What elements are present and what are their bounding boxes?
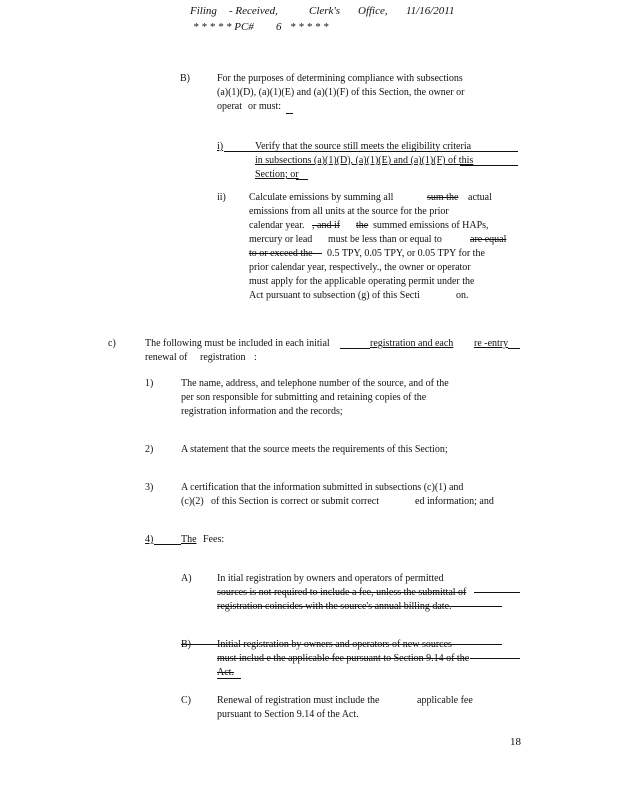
item-4-underline — [154, 544, 181, 545]
section-c-underline-2 — [508, 348, 520, 349]
item-ii-label: ii) — [217, 192, 226, 203]
item-4-fees: Fees: — [203, 534, 225, 545]
item-ii-line2: emissions from all units at the source for the prior — [249, 206, 449, 217]
item-ii-line3-strike1: , and if — [312, 220, 341, 231]
section-b-line1: For the purposes of determining compliance with subsections — [217, 73, 463, 84]
section-c-line2b: registration — [200, 352, 246, 363]
item-ii-line4-strike: are equal — [470, 234, 507, 245]
section-c-line1b: registration and each — [370, 338, 454, 349]
header-received: - Received, — [229, 5, 278, 17]
fee-b-line1-strike: Initial registration by owners and operators of new sources — [217, 639, 452, 650]
page-number: 18 — [510, 736, 521, 748]
section-b-line3b: or must: — [248, 101, 282, 112]
item-ii-line3-strike2: the — [356, 220, 369, 231]
header-date: 11/16/2011 — [406, 5, 455, 17]
item-2-line1: A statement that the source meets the requirements of this Section; — [181, 444, 448, 455]
fee-c-line1b: applicable fee — [417, 695, 473, 706]
item-3-line2a: (c)(2) — [181, 496, 204, 507]
fee-b-label-strike-tail — [188, 644, 217, 645]
header-filing: Filing — [190, 5, 217, 17]
section-b-line3a: operat — [217, 101, 242, 112]
section-c-label: c) — [108, 338, 116, 349]
section-c-line1c: re -entry — [474, 338, 509, 349]
section-c-underline-1 — [340, 348, 370, 349]
fee-b-line2-strike: must includ e the applicable fee pursuant to Section 9.14 of the — [217, 653, 470, 664]
item-ii-line8a: Act pursuant to subsection (g) of this Secti — [249, 290, 420, 301]
section-b-line2: (a)(1)(D), (a)(1)(E) and (a)(1)(F) of this Section, the owner or — [217, 87, 465, 98]
header-pc-left: * * * * * PC# — [193, 21, 254, 33]
fee-b-line3-strike: Act. — [217, 667, 234, 678]
fee-c-line1a: Renewal of registration must include the — [217, 695, 380, 706]
fee-b-line2-strike-tail — [470, 658, 520, 659]
item-1-line1: The name, address, and telephone number of the source, and of the — [181, 378, 449, 389]
item-ii-line3a: calendar year. — [249, 220, 305, 231]
item-ii-line5b: 0.5 TPY, 0.05 TPY, or 0.05 TPY for the — [327, 248, 485, 259]
item-ii-line1b: actual — [468, 192, 492, 203]
item-i-line1: Verify that the source still meets the eligibility criteria — [255, 141, 472, 152]
item-3-line2b: of this Section is correct or submit correct — [211, 496, 380, 507]
item-3-line1: A certification that the information submitted in subsections (c)(1) and — [181, 482, 464, 493]
fee-a-line3-strike: registration coincides with the source's annual billing date. — [217, 601, 452, 612]
section-b-label: B) — [180, 73, 190, 84]
item-ii-line4a: mercury or lead — [249, 234, 313, 245]
header-clerks: Clerk's — [309, 5, 341, 17]
item-2-label: 2) — [145, 444, 154, 455]
fee-a-line3-strike-tail — [448, 606, 502, 607]
item-3-label: 3) — [145, 482, 154, 493]
item-ii-line4b: must be less than or equal to — [328, 234, 442, 245]
item-1-line3: registration information and the records; — [181, 406, 343, 417]
item-i-label: i) — [217, 141, 224, 152]
item-4-the: The — [181, 534, 197, 545]
fee-a-line2-strike: sources is not required to include a fee, unless the submittal of — [217, 587, 467, 598]
item-i-underline-2 — [460, 165, 518, 166]
section-c-line2a: renewal of — [145, 352, 188, 363]
header-pc-right: * * * * * — [290, 21, 329, 33]
fee-b-line1-strike-tail — [445, 644, 502, 645]
item-3-line2c: ed information; and — [415, 496, 494, 507]
item-ii-line7: must apply for the applicable operating permit under the — [249, 276, 475, 287]
item-i-line3: Section; or — [255, 169, 299, 180]
fee-c-line2: pursuant to Section 9.14 of the Act. — [217, 709, 359, 720]
item-ii-line1-strike: sum the — [427, 192, 459, 203]
item-ii-line5-strike-tail — [308, 253, 322, 254]
header-office: Office, — [358, 5, 388, 17]
item-ii-line3b: summed emissions of HAPs, — [373, 220, 489, 231]
section-c-line1a: The following must be included in each initial — [145, 338, 330, 349]
item-i-line2: in subsections (a)(1)(D), (a)(1)(E) and (a)(1)(F) of this — [255, 155, 474, 166]
item-i-underline-3 — [296, 179, 308, 180]
fee-a-label: A) — [181, 573, 192, 584]
fee-a-line1: In itial registration by owners and operators of permitted — [217, 573, 444, 584]
section-b-blank-underline — [286, 113, 293, 114]
item-1-label: 1) — [145, 378, 154, 389]
section-c-line2c: : — [254, 352, 257, 363]
item-ii-line6: prior calendar year, respectively., the owner or operator — [249, 262, 471, 273]
fee-a-line2-strike-tail — [474, 592, 520, 593]
item-1-line2: per son responsible for submitting and retaining copies of the — [181, 392, 427, 403]
item-ii-line8b: on. — [456, 290, 469, 301]
header-pc-number: 6 — [276, 21, 282, 33]
fee-c-label: C) — [181, 695, 191, 706]
item-4-label: 4) — [145, 534, 154, 545]
item-ii-line5-strike: to or exceed the — [249, 248, 313, 259]
item-ii-line1a: Calculate emissions by summing all — [249, 192, 394, 203]
fee-b-label: B) — [181, 639, 191, 650]
fee-b-line3-underline — [217, 678, 241, 679]
